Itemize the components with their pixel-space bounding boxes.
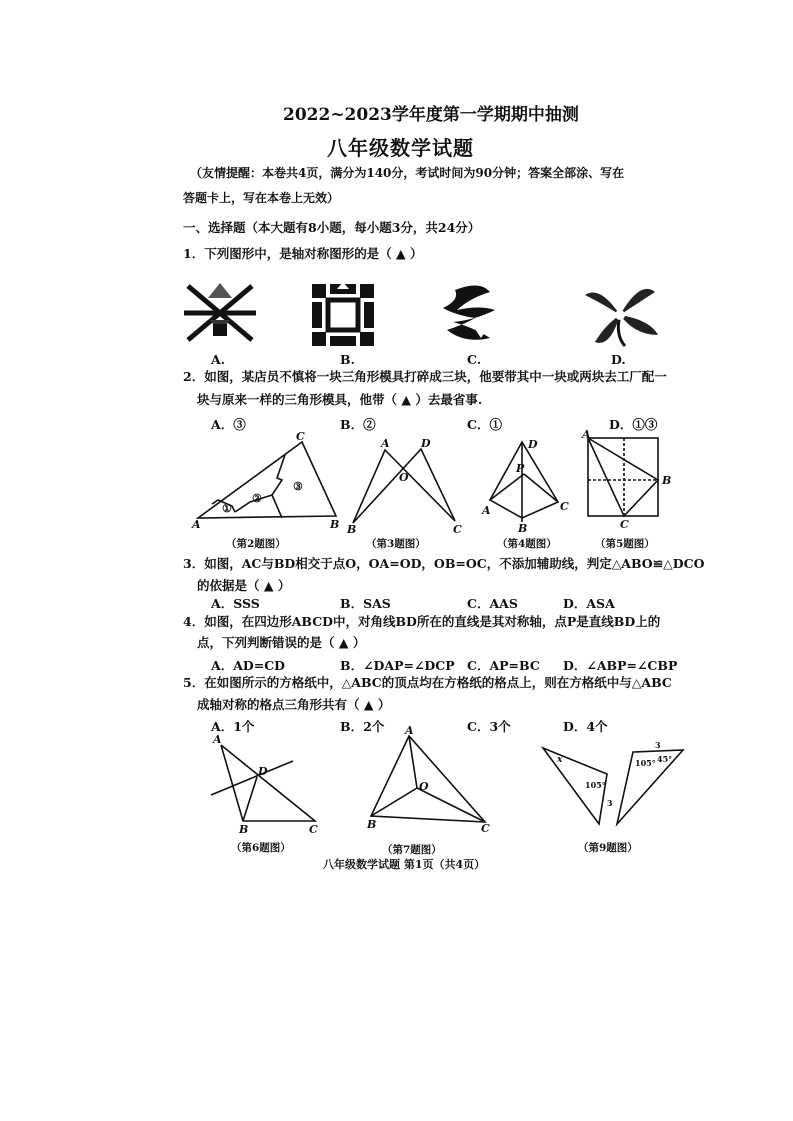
figure-2 [190, 430, 350, 530]
figure-9 [535, 738, 695, 833]
fig9-label-3-left: 3 [607, 798, 613, 808]
question-4-stem-line1: 4．如图，在四边形ABCD中，对角线BD所在的直线是其对称轴，点P是直线BD上的 [183, 614, 661, 629]
fig2-label-c: C [296, 430, 305, 443]
exam-subtitle: 八年级数学试题 [327, 136, 474, 160]
q4-option-b: B．∠DAP=∠DCP [340, 658, 455, 673]
figure-3 [343, 435, 463, 535]
caption-fig6: （第6题图） [231, 842, 291, 854]
fig3-label-b: B [347, 523, 357, 536]
fig4-label-a: A [482, 504, 491, 517]
fig9-label-3-right: 3 [655, 740, 661, 750]
q2-option-a: A．③ [211, 417, 246, 432]
question-3-stem-line2: 的依据是（ ▲ ） [197, 578, 291, 593]
fig7-label-o: O [419, 780, 429, 793]
fig3-label-a: A [381, 437, 390, 450]
caption-fig7: （第7题图） [382, 844, 442, 856]
fig4-label-c: C [560, 500, 569, 513]
fig6-label-b: B [239, 823, 249, 836]
q1-option-a: A. [211, 352, 226, 367]
exam-note-line1: （友情提醒：本卷共4页，满分为140分，考试时间为90分钟；答案全部涂、写在 [190, 166, 625, 180]
q1-option-c: C. [467, 352, 482, 367]
q5-option-b: B．2个 [340, 719, 385, 734]
q4-option-c: C．AP=BC [467, 658, 540, 673]
figure-6 [205, 733, 325, 836]
q1-option-b: B. [340, 352, 355, 367]
exam-note-line2: 答题卡上，写在本卷上无效） [183, 191, 340, 205]
q4-option-d: D．∠ABP=∠CBP [563, 658, 678, 673]
fig6-label-c: C [309, 823, 318, 836]
fig9-label-x: x [557, 755, 563, 765]
fig7-label-c: C [481, 822, 490, 835]
q1-option-d: D. [611, 352, 626, 367]
fig5-label-a: A [582, 428, 591, 441]
fig4-label-b: B [518, 522, 528, 535]
q3-option-c: C．AAS [467, 596, 518, 611]
question-2-stem-line1: 2．如图，某店员不慎将一块三角形模具打碎成三块，他要带其中一块或两块去工厂配一 [183, 369, 667, 384]
fig9-label-105-right: 105° [635, 758, 656, 768]
q3-option-b: B．SAS [340, 596, 391, 611]
figure-7 [365, 724, 495, 835]
question-3-stem-line1: 3．如图，AC与BD相交于点O，OA=OD，OB=OC，不添加辅助线，判定△ABO≌△DCO [183, 556, 705, 571]
fig2-label-3: ③ [293, 480, 303, 493]
question-5-stem-line1: 5．在如图所示的方格纸中，△ABC的顶点均在方格纸的格点上，则在方格纸中与△ABC [183, 675, 672, 690]
fig2-label-1: ① [222, 502, 232, 515]
fig7-label-b: B [367, 818, 377, 831]
fig5-label-c: C [620, 518, 629, 531]
q1-figure-a [180, 278, 260, 348]
q1-figure-b [308, 280, 378, 350]
section-heading: 一、选择题（本大题有8小题，每小题3分，共24分） [183, 220, 481, 235]
q4-option-a: A．AD=CD [211, 658, 285, 673]
figure-5 [580, 428, 680, 532]
fig5-label-b: B [662, 474, 672, 487]
question-4-stem-line2: 点，下列判断错误的是（ ▲ ） [197, 635, 366, 650]
caption-fig3: （第3题图） [366, 538, 426, 550]
page-footer: 八年级数学试题 第1页（共4页） [323, 858, 486, 871]
q5-option-a: A．1个 [211, 719, 255, 734]
fig2-label-a: A [192, 518, 201, 531]
q5-option-c: C．3个 [467, 719, 511, 734]
caption-fig5: （第5题图） [595, 538, 655, 550]
fig9-label-105-left: 105° [585, 780, 606, 790]
figure-4 [480, 430, 580, 535]
fig6-label-d: D [258, 765, 268, 778]
fig7-label-a: A [405, 724, 414, 737]
fig9-label-45: 45° [657, 754, 673, 764]
fig3-label-o: O [399, 471, 409, 484]
question-2-stem-line2: 块与原来一样的三角形模具，他带（ ▲ ）去最省事. [197, 392, 483, 407]
question-5-stem-line2: 成轴对称的格点三角形共有（ ▲ ） [197, 697, 391, 712]
q5-option-d: D．4个 [563, 719, 608, 734]
exam-title: 2022~2023学年度第一学期期中抽测 [283, 105, 579, 125]
fig2-label-b: B [330, 518, 340, 531]
q1-figure-c [435, 280, 505, 350]
q2-option-d: D．①③ [609, 417, 658, 432]
question-1-stem: 1．下列图形中，是轴对称图形的是（ ▲ ） [183, 246, 423, 261]
caption-fig4: （第4题图） [497, 538, 557, 550]
caption-fig9: （第9题图） [578, 842, 638, 854]
q3-option-a: A．SSS [211, 596, 260, 611]
q3-option-d: D．ASA [563, 596, 615, 611]
q1-figure-d [580, 280, 660, 350]
fig4-label-d: D [528, 438, 538, 451]
fig2-label-2: ② [252, 492, 262, 505]
fig4-label-p: P [516, 462, 525, 475]
q2-option-c: C．① [467, 417, 502, 432]
q2-option-b: B．② [340, 417, 376, 432]
caption-fig2: （第2题图） [226, 538, 286, 550]
fig6-label-a: A [213, 733, 222, 746]
fig3-label-c: C [453, 523, 462, 536]
fig3-label-d: D [421, 437, 431, 450]
